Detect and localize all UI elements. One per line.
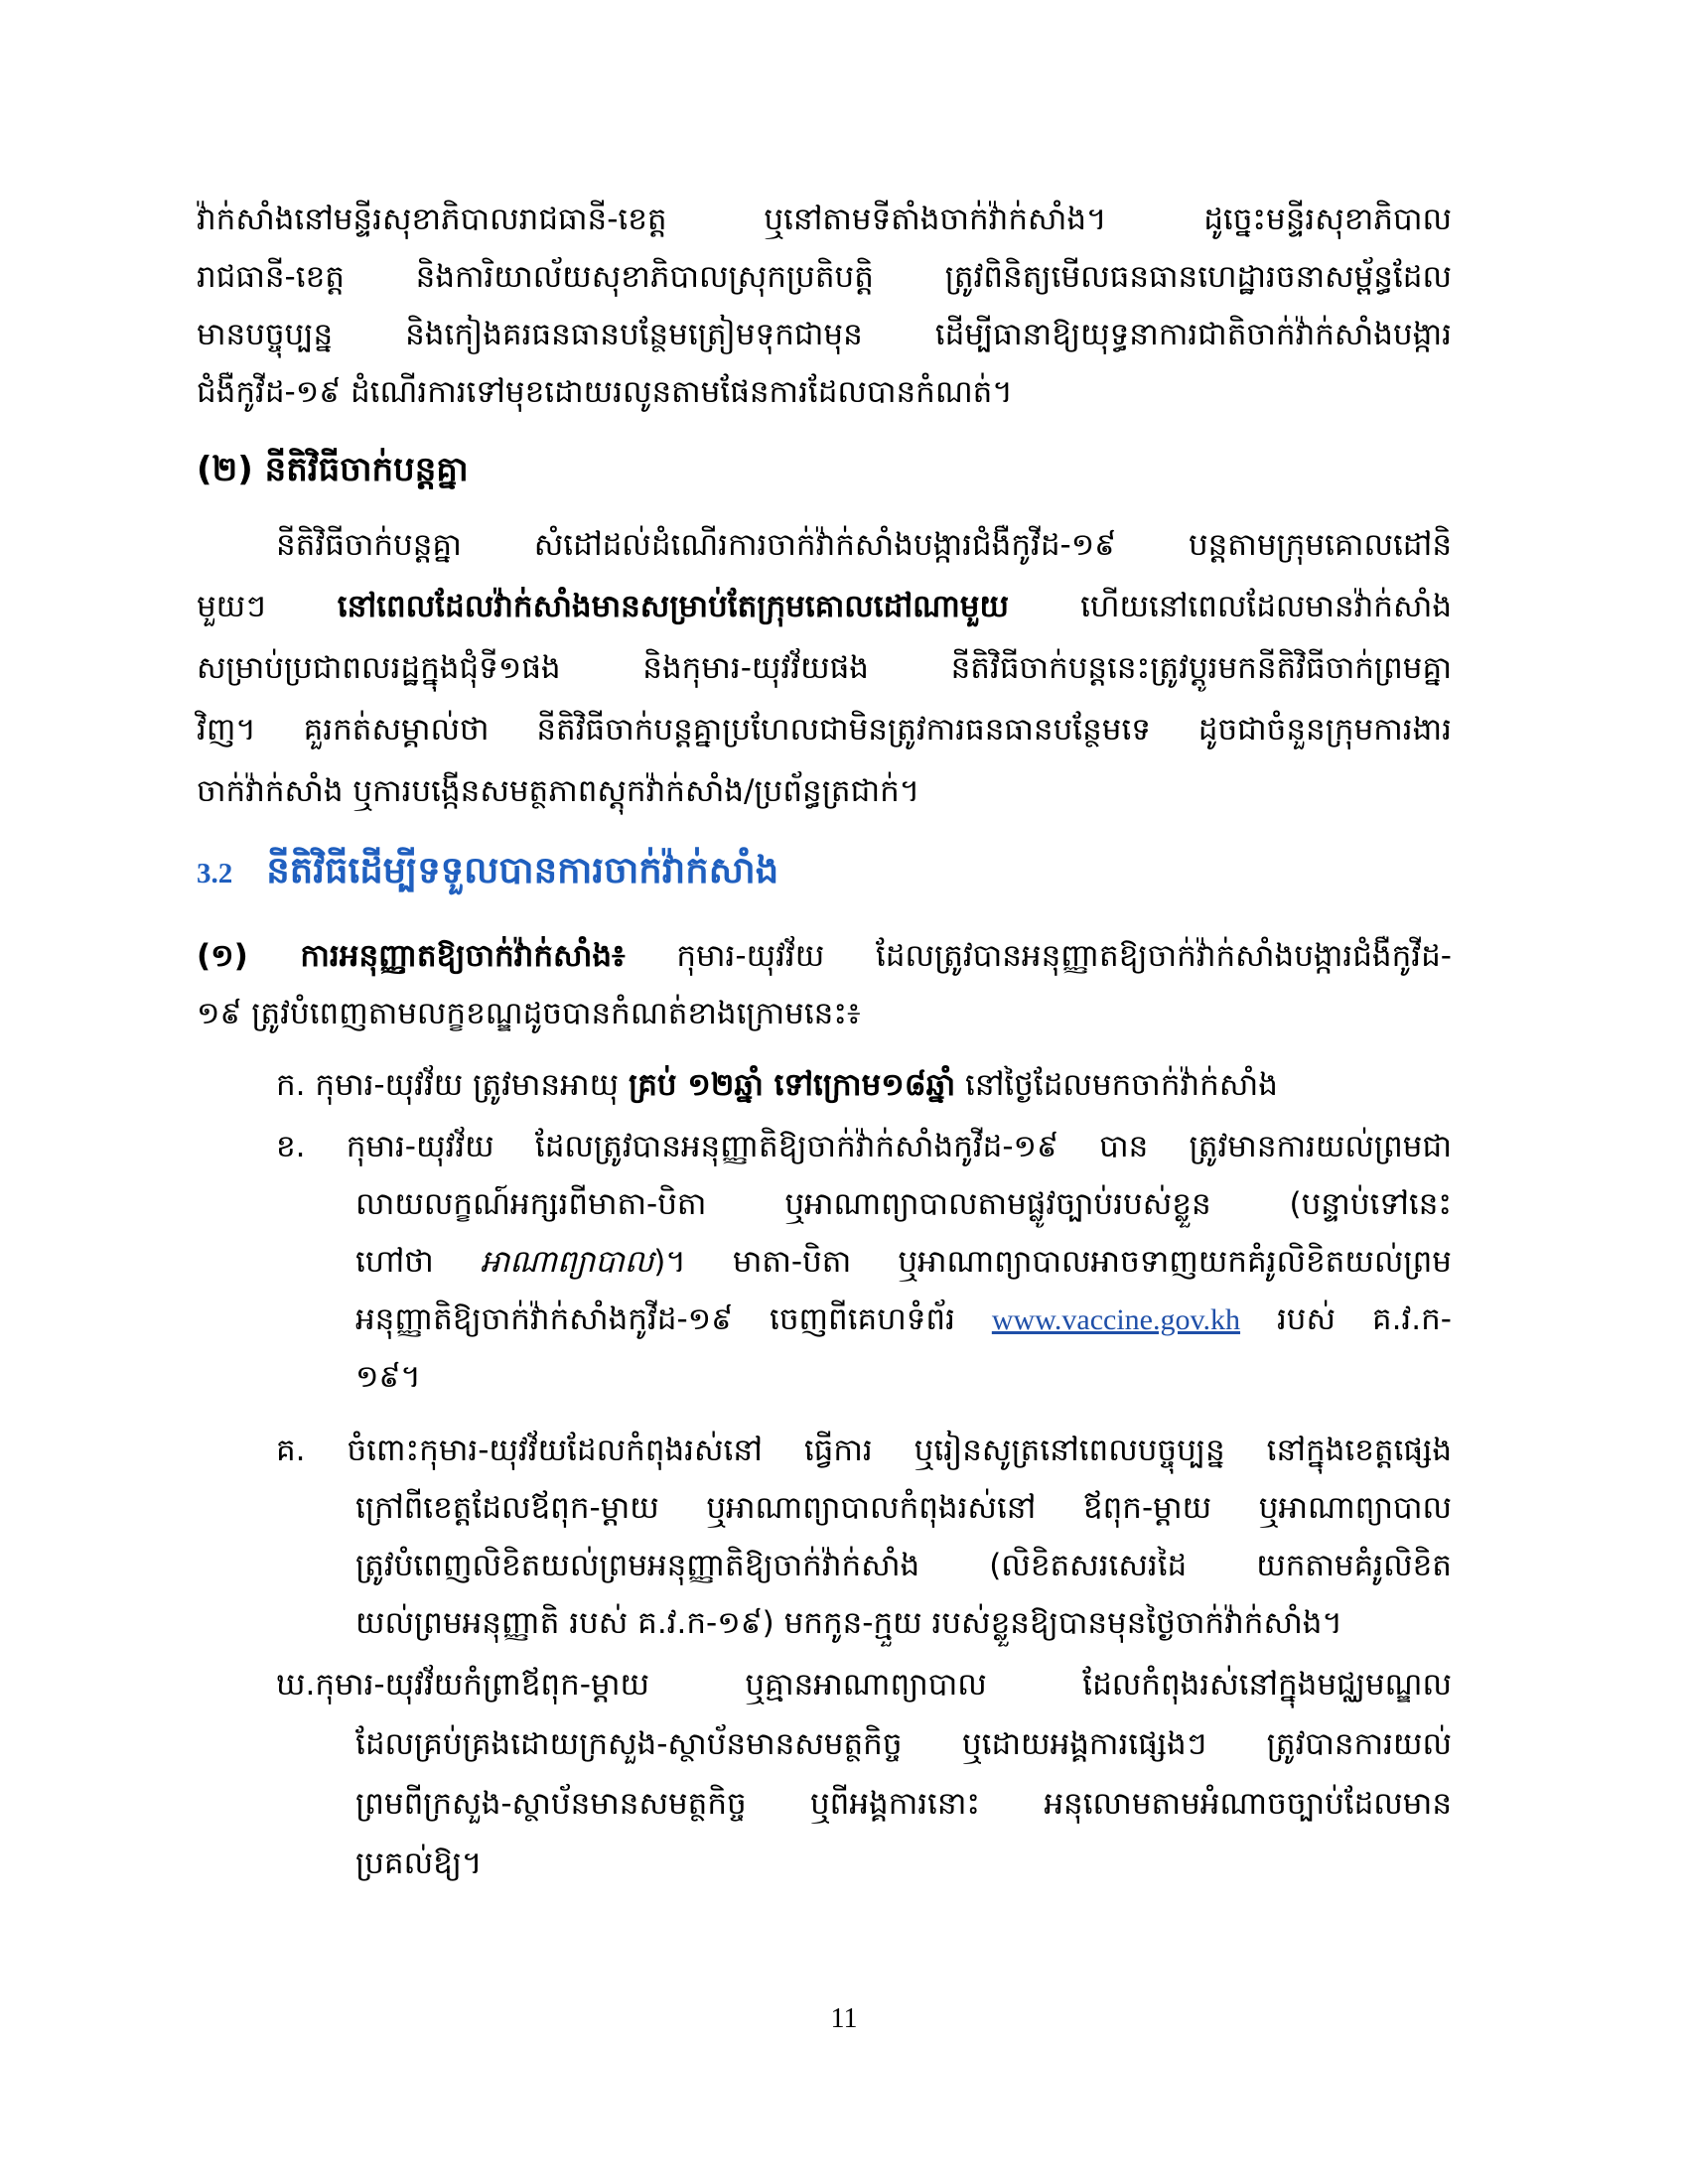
- sub-item-d-line-3: ព្រមពីក្រសួង-ស្ថាប័នមានសមត្ថកិច្ច ឬពីអង្គការនោះ អនុលោមតាមអំណាចច្បាប់ដែលមាន: [355, 1786, 1452, 1822]
- section-3-2-title: នីតិវិធីដើម្បីទទួលបានការចាក់វ៉ាក់សាំង: [266, 849, 779, 891]
- sub-item-c-line-3: ត្រូវបំពេញលិខិតយល់ព្រមអនុញ្ញាតិឱ្យចាក់វ៉ាក់សាំង (លិខិតសរសេរដៃ យកតាមគំរូលិខិត: [355, 1548, 1452, 1583]
- sub-item-a-pre: ក. កុមារ-យុវវ័យ ត្រូវមានអាយុ: [276, 1067, 630, 1103]
- section-2-heading: (២) នីតិវិធីចាក់បន្តគ្នា: [197, 450, 469, 489]
- sub-item-b-line-4: [355, 1298, 1452, 1341]
- sub-item-b-line-4-post: របស់ គ.វ.ក-: [1240, 1301, 1452, 1337]
- sub-item-b-line-3-post: )។ មាតា-បិតា ឬអាណាព្យាបាលអាចទាញយកគំរូលិខិតយល់ព្រម: [653, 1244, 1452, 1280]
- sub-item-c-line-4: យល់ព្រមអនុញ្ញាតិ របស់ គ.វ.ក-១៩) មកកូន-ក្មួយ របស់ខ្លួនឱ្យបានមុនថ្ងៃចាក់វ៉ាក់សាំង។: [355, 1605, 1342, 1641]
- sub-item-b-line-4-pre: អនុញ្ញាតិឱ្យចាក់វ៉ាក់សាំងកូវីដ-១៩ ចេញពីគេហទំព័រ: [355, 1301, 992, 1337]
- sub-item-b-line-5: ១៩។: [355, 1359, 421, 1395]
- section-2-line-4: វិញ។ គួរកត់សម្គាល់ថា នីតិវិធីចាក់បន្តគ្នាប្រហែលជាមិនត្រូវការធនធានបន្ថែមទេ ដូចជាចំនួនក្រុមការងារ: [197, 712, 1452, 748]
- section-3-2-heading: [197, 850, 1688, 894]
- vaccine-website-link[interactable]: www.vaccine.gov.kh: [991, 1303, 1241, 1336]
- section-2-emphasis: នៅពេលដែលវ៉ាក់សាំងមានសម្រាប់តែក្រុមគោលដៅណាមួយ: [337, 589, 1009, 624]
- sub-item-b-line-3-pre: ហៅថា: [355, 1244, 481, 1280]
- section-2-line-2: [197, 586, 1452, 627]
- item-1-label: (១) ការអនុញ្ញាតឱ្យចាក់វ៉ាក់សាំង៖: [197, 938, 626, 974]
- sub-item-d-line-1: ឃ.កុមារ-យុវវ័យកំព្រាឪពុក-ម្តាយ ឬគ្មានអាណាព្យាបាល ដែលកំពុងរស់នៅក្នុងមជ្ឈមណ្ឌល: [276, 1667, 1452, 1703]
- sub-item-b-line-3: [355, 1241, 1452, 1283]
- section-3-2-number: 3.2: [197, 858, 233, 889]
- sub-item-a-post: នៅថ្ងៃដែលមកចាក់វ៉ាក់សាំង: [955, 1067, 1278, 1103]
- section-2-line-5: ចាក់វ៉ាក់សាំង ឬការបង្កើនសមត្ថភាពស្តុកវ៉ាក់សាំង/ប្រព័ន្ធត្រជាក់។: [197, 773, 920, 809]
- sub-item-b-line-1: ខ. កុមារ-យុវវ័យ ដែលត្រូវបានអនុញ្ញាតិឱ្យចាក់វ៉ាក់សាំងកូវីដ-១៩ បាន ត្រូវមានការយល់ព្រមជា: [276, 1129, 1452, 1164]
- sub-item-b-guardian-term: អាណាព្យាបាល: [480, 1244, 654, 1280]
- sub-item-d-line-2: ដែលគ្រប់គ្រងដោយក្រសួង-ស្ថាប័នមានសមត្ថកិច្ច ឬដោយអង្គការផ្សេងៗ ត្រូវបានការយល់: [355, 1726, 1452, 1762]
- intro-line-2: រាជធានី-ខេត្ត និងការិយាល័យសុខាភិបាលស្រុកប្រតិបត្តិ ត្រូវពិនិត្យមើលធនធានហេដ្ឋារចនាសម្ព័ន្ធដែល: [197, 259, 1452, 295]
- intro-line-3: មានបច្ចុប្បន្ន និងកៀងគរធនធានបន្ថែមត្រៀមទុកជាមុន ដើម្បីធានាឱ្យយុទ្ធនាការជាតិចាក់វ៉ាក់សាំងបង្ការ: [197, 317, 1452, 352]
- item-1-line-1: [197, 935, 1452, 977]
- intro-line-4: ជំងឺកូវីដ-១៩ ដំណើរការទៅមុខដោយរលូនតាមផែនការដែលបានកំណត់។: [197, 374, 1013, 410]
- sub-item-c-line-2: ក្រៅពីខេត្តដែលឪពុក-ម្តាយ ឬអាណាព្យាបាលកំពុងរស់នៅ ឪពុក-ម្តាយ ឬអាណាព្យាបាល: [355, 1490, 1452, 1526]
- sub-item-d-line-4: ប្រគល់ឱ្យ។: [355, 1845, 483, 1881]
- section-2-line-2-pre: មួយៗ: [197, 589, 338, 624]
- item-1-line-2: ១៩ ត្រូវបំពេញតាមលក្ខខណ្ឌដូចបានកំណត់ខាងក្រោមនេះ៖: [197, 996, 861, 1031]
- sub-item-a-age-range: គ្រប់ ១២ឆ្នាំ ទៅក្រោម១៨ឆ្នាំ: [629, 1067, 956, 1103]
- section-2-line-3: សម្រាប់ប្រជាពលរដ្ឋក្នុងជុំទី១ផង និងកុមារ-យុវវ័យផង នីតិវិធីចាក់បន្តនេះត្រូវប្តូរមកនីតិវិធីចាក់ព្រមគ្នា: [197, 650, 1452, 686]
- page-number: 11: [830, 2003, 858, 2034]
- item-1-text: កុមារ-យុវវ័យ ដែលត្រូវបានអនុញ្ញាតឱ្យចាក់វ៉ាក់សាំងបង្ការជំងឺកូវីដ-: [625, 938, 1452, 974]
- section-2-line-2-post: ហើយនៅពេលដែលមានវ៉ាក់សាំង: [1008, 589, 1453, 624]
- intro-line-1: វ៉ាក់សាំងនៅមន្ទីរសុខាភិបាលរាជធានី-ខេត្ត ឬនៅតាមទីតាំងចាក់វ៉ាក់សាំង។ ដូច្នេះមន្ទីរសុខាភិបាល: [197, 202, 1452, 237]
- sub-item-b-line-2: លាយលក្ខណ៍អក្សរពីមាតា-បិតា ឬអាណាព្យាបាលតាមផ្លូវច្បាប់របស់ខ្លួន (បន្ទាប់ទៅនេះ: [355, 1186, 1452, 1222]
- section-2-line-1: នីតិវិធីចាក់បន្តគ្នា សំដៅដល់ដំណើរការចាក់វ៉ាក់សាំងបង្ការជំងឺកូវីដ-១៩ បន្តតាមក្រុមគោលដៅនិ: [276, 527, 1452, 563]
- sub-item-a: [276, 1064, 1688, 1106]
- sub-item-c-line-1: គ. ចំពោះកុមារ-យុវវ័យដែលកំពុងរស់នៅ ធ្វើការ ឬរៀនសូត្រនៅពេលបច្ចុប្បន្ន នៅក្នុងខេត្តផ្សេង: [276, 1433, 1452, 1468]
